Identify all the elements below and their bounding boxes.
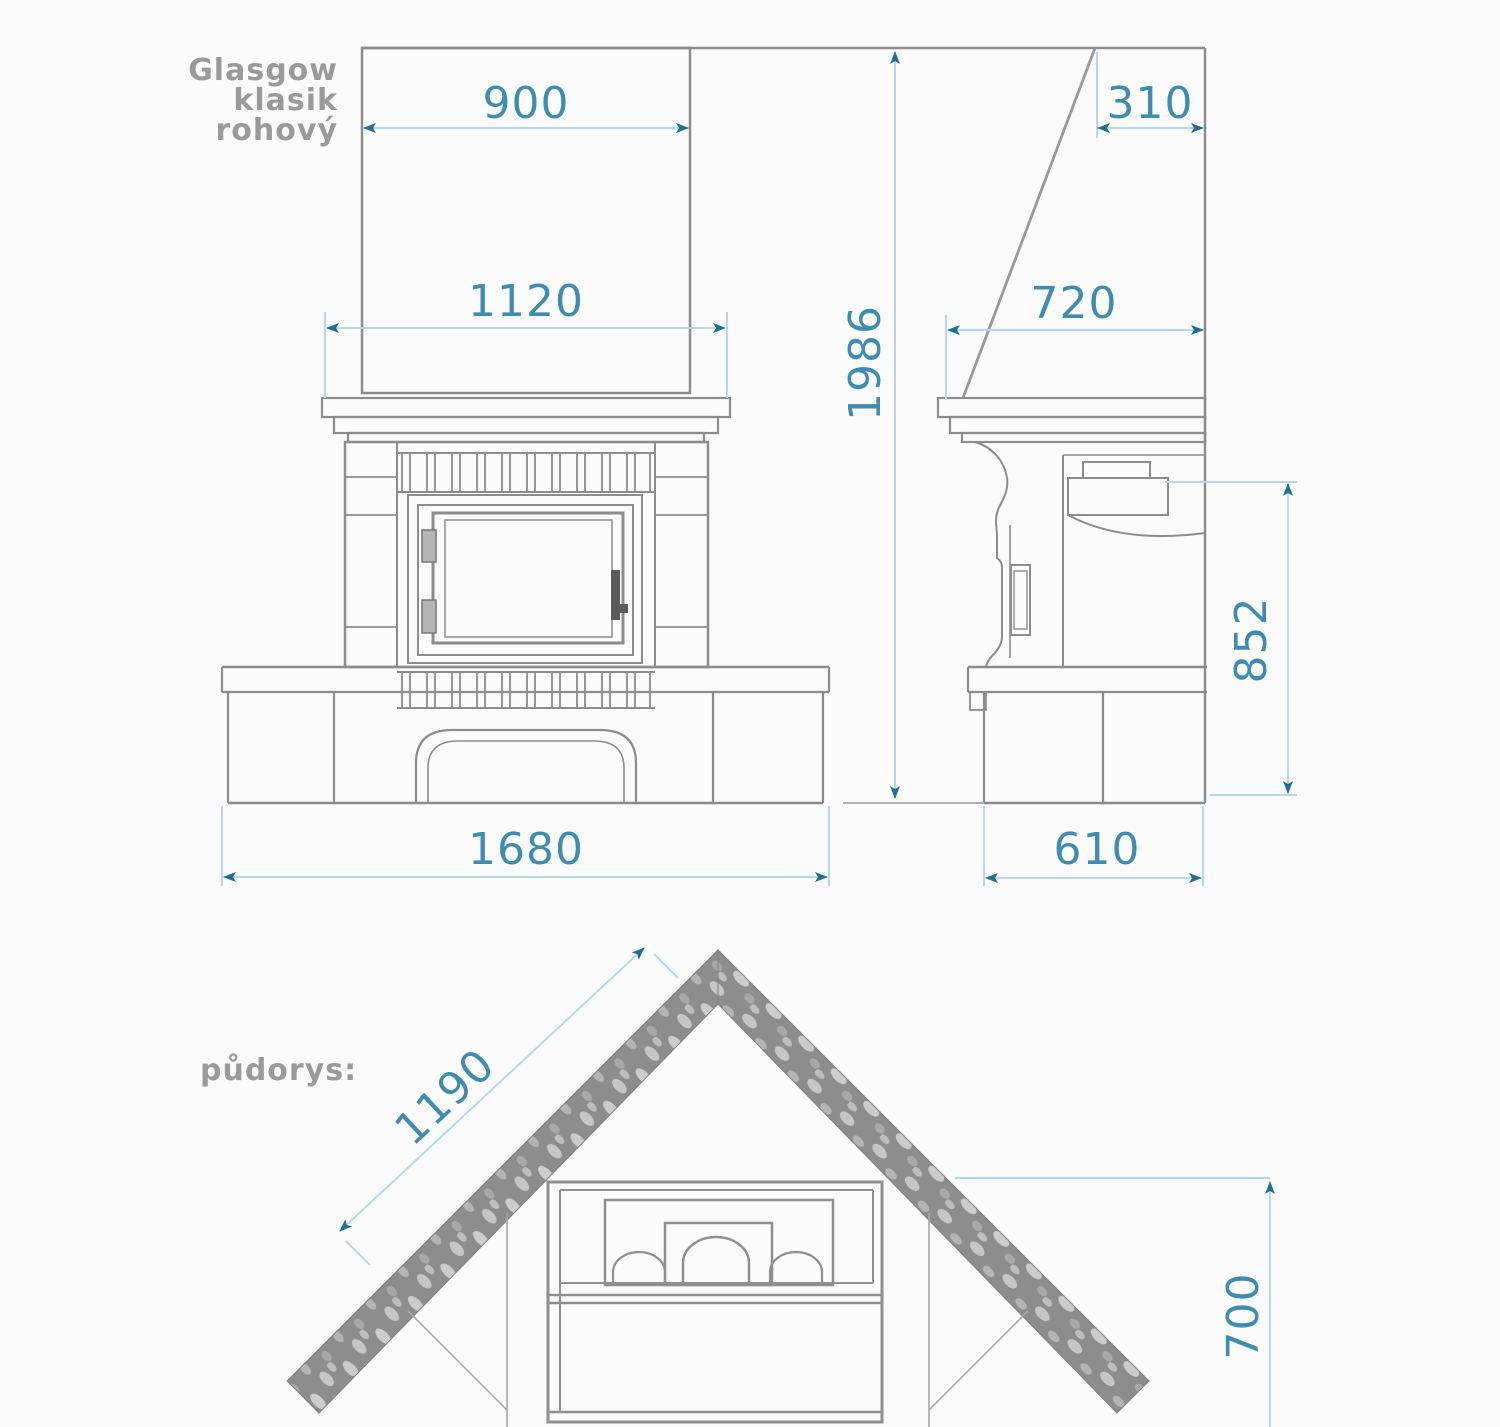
plan-firebox [605, 1200, 833, 1285]
plan-brace-lines [408, 1213, 1028, 1427]
front-mantel-step-3 [348, 433, 704, 442]
dim-hood-width-value: 900 [482, 78, 570, 129]
side-smoke-shelf-curve [1068, 515, 1205, 536]
side-mantel-step-3 [962, 433, 1205, 442]
dim-firebox-height [1165, 482, 1297, 795]
dim-base-depth [984, 806, 1203, 886]
front-door-glass [445, 520, 612, 637]
plan-right-dome [770, 1252, 822, 1285]
dim-top-depth-value: 310 [1106, 78, 1194, 129]
dim-plan-depth-value: 700 [1218, 1272, 1269, 1360]
side-mantel-step-2 [950, 417, 1205, 433]
front-pilaster-joints [345, 477, 708, 627]
door-hinge-top [422, 530, 436, 562]
dim-base-width [222, 806, 829, 886]
dim-wall-length-value: 1190 [385, 1039, 505, 1156]
dim-firebox-height-value: 852 [1226, 596, 1277, 684]
front-base-arch-inner [428, 741, 624, 803]
title-line-3: rohový [215, 113, 338, 148]
dim-mantel-width [325, 276, 727, 398]
front-mantel-step-1 [322, 398, 730, 417]
dim-mantel-width-value: 1120 [468, 276, 584, 327]
front-door-frame [418, 505, 633, 655]
dim-top-depth [1097, 52, 1203, 138]
side-damper-box [1068, 478, 1168, 515]
plan-front-band [548, 1295, 882, 1303]
dim-base-width-value: 1680 [468, 824, 584, 875]
side-damper-handle [1083, 462, 1150, 478]
title-line-1: Glasgow [188, 53, 338, 88]
side-corbel-profile [975, 442, 1007, 667]
plan-left-dome [613, 1252, 665, 1285]
plan-body [548, 1182, 882, 1422]
side-mantel-step-1 [938, 398, 1205, 417]
dim-total-height [840, 52, 895, 798]
front-door-glass-frame [433, 513, 623, 643]
dim-mid-depth-value: 720 [1030, 278, 1118, 329]
front-bottom-dentils [402, 672, 650, 708]
front-view [222, 48, 1205, 803]
title-line-2: klasik [233, 83, 338, 118]
door-handle-nub [618, 604, 628, 613]
dim-hood-width [364, 78, 688, 129]
dim-base-depth-value: 610 [1053, 824, 1141, 875]
door-hinge-bottom [422, 600, 436, 633]
plan-center-dome [683, 1237, 749, 1285]
front-top-dentils [402, 453, 650, 492]
dim-total-height-value: 1986 [840, 305, 891, 421]
side-hood-slope [963, 48, 1095, 398]
plan-label: půdorys: [200, 1053, 358, 1088]
side-base-legs [984, 692, 1103, 803]
front-mantel-step-2 [334, 417, 718, 433]
plan-arch-frame [665, 1223, 772, 1285]
drawing-title [188, 53, 338, 148]
side-view [938, 48, 1207, 803]
plan-view [200, 950, 1149, 1427]
